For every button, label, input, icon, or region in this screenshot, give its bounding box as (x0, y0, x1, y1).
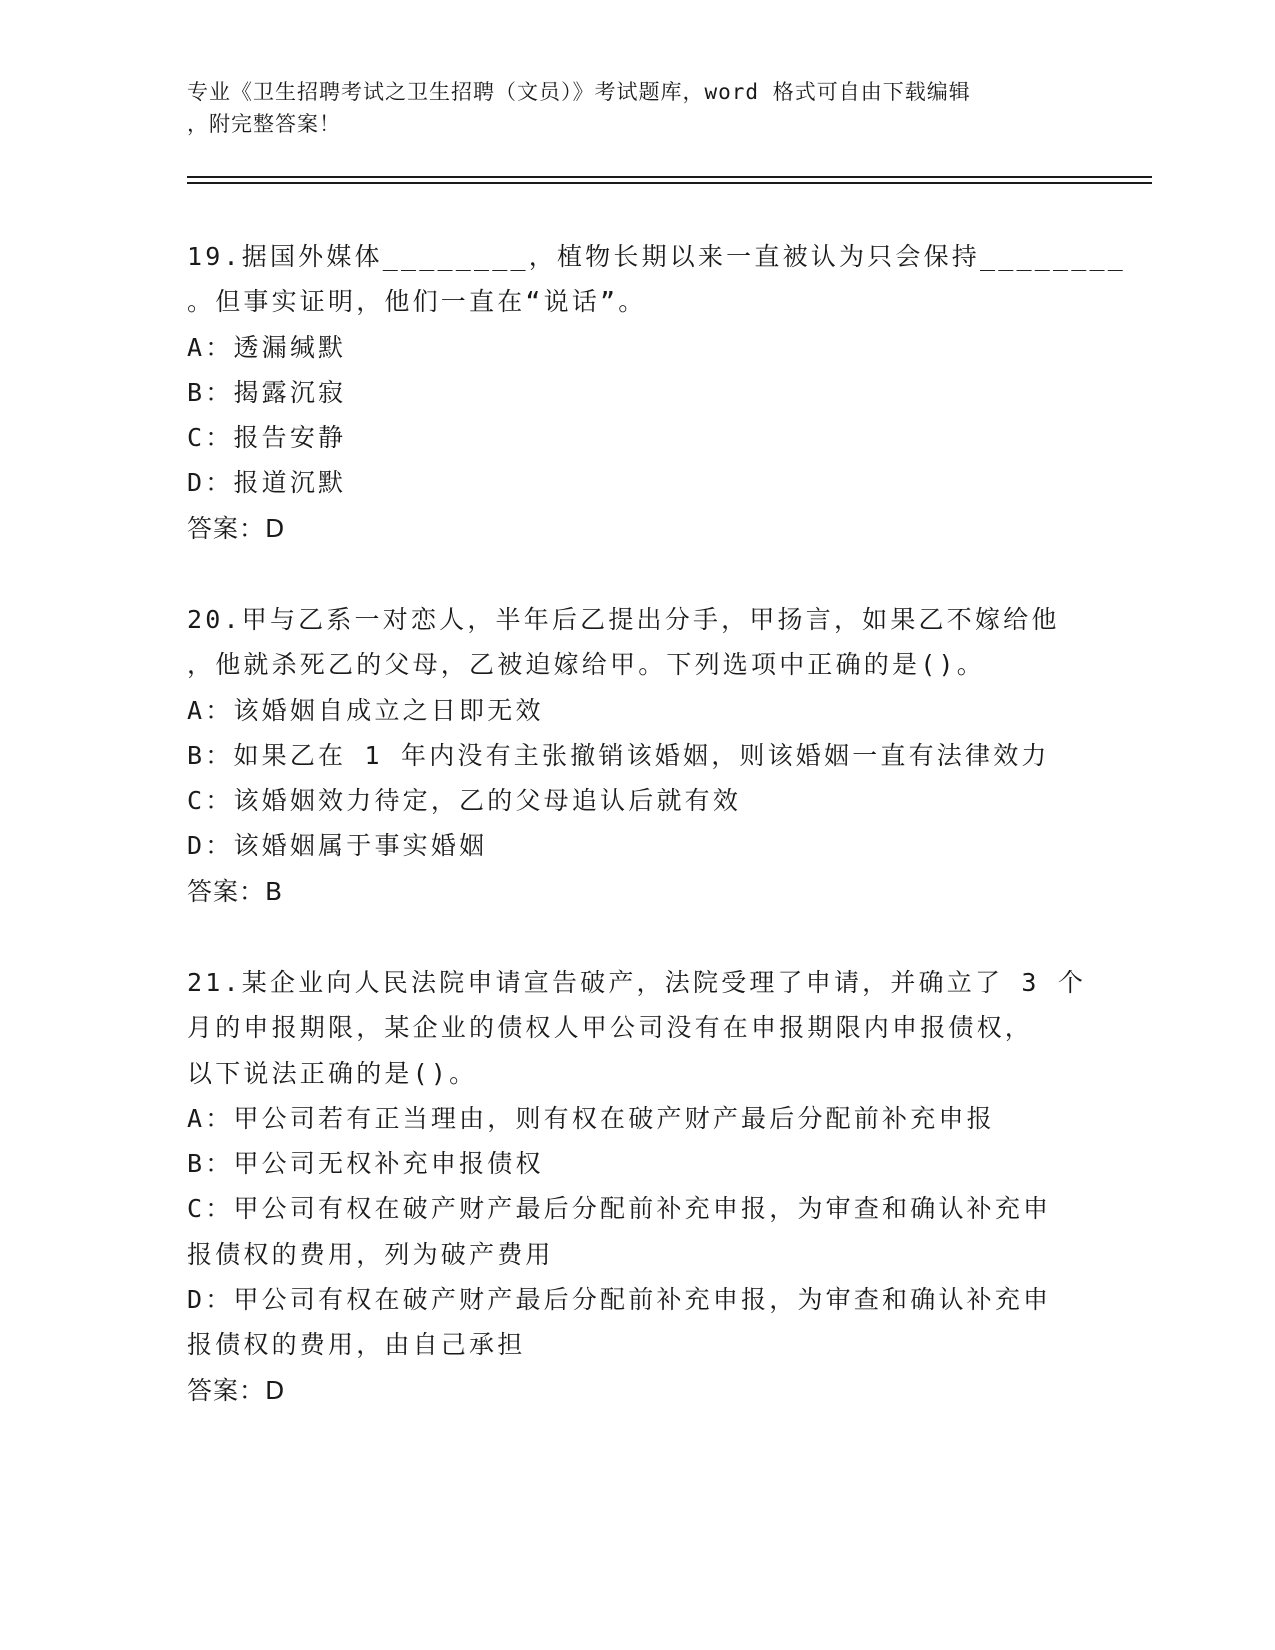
question-stem-line: 以下说法正确的是()。 (187, 1058, 478, 1088)
header-divider-bottom (187, 182, 1152, 184)
option-d: D：甲公司有权在破产财产最后分配前补充申报，为审查和确认补充申 (187, 1285, 1052, 1315)
question-stem-line: 20.甲与乙系一对恋人，半年后乙提出分手，甲扬言，如果乙不嫁给他 (187, 605, 1060, 634)
answer-line: 答案：B (187, 876, 284, 906)
header-line-1: 专业《卫生招聘考试之卫生招聘（文员）》考试题库，word 格式可自由下载编辑 (187, 80, 971, 104)
question-stem-line: ，他就杀死乙的父母，乙被迫嫁给甲。下列选项中正确的是()。 (187, 650, 985, 680)
option-d: D：该婚姻属于事实婚姻 (187, 831, 488, 861)
question-20 (187, 597, 1087, 914)
option-a: A：透漏缄默 (187, 332, 347, 362)
option-b: B：揭露沉寂 (187, 377, 347, 407)
option-a: A：该婚姻自成立之日即无效 (187, 695, 544, 725)
answer-line: 答案：D (187, 1375, 286, 1405)
option-d-continued: 报债权的费用，由自己承担 (187, 1330, 526, 1360)
option-b: B：甲公司无权补充申报债权 (187, 1149, 544, 1179)
question-stem-line: 21.某企业向人民法院申请宣告破产，法院受理了申请，并确立了 3 个 (187, 968, 1087, 997)
question-stem-line: 月的申报期限，某企业的债权人甲公司没有在申报期限内申报债权， (187, 1013, 1034, 1043)
question-stem-line: 19.据国外媒体________，植物长期以来一直被认为只会保持________ (187, 242, 1126, 271)
question-stem-line: 。但事实证明，他们一直在“说话”。 (187, 287, 647, 317)
header-divider-top (187, 176, 1152, 178)
option-d: D：报道沉默 (187, 468, 347, 498)
option-c-continued: 报债权的费用，列为破产费用 (187, 1239, 554, 1269)
question-21 (187, 960, 1087, 1413)
answer-line: 答案：D (187, 513, 286, 543)
option-c: C：甲公司有权在破产财产最后分配前补充申报，为审查和确认补充申 (187, 1194, 1052, 1224)
question-19 (187, 234, 1126, 551)
document-header (187, 76, 1087, 140)
option-c: C：报告安静 (187, 423, 347, 453)
option-a: A：甲公司若有正当理由，则有权在破产财产最后分配前补充申报 (187, 1103, 995, 1133)
option-c: C：该婚姻效力待定，乙的父母追认后就有效 (187, 786, 742, 816)
header-line-2: ，附完整答案！ (187, 112, 341, 136)
option-b: B：如果乙在 1 年内没有主张撤销该婚姻，则该婚姻一直有法律效力 (187, 740, 1050, 770)
